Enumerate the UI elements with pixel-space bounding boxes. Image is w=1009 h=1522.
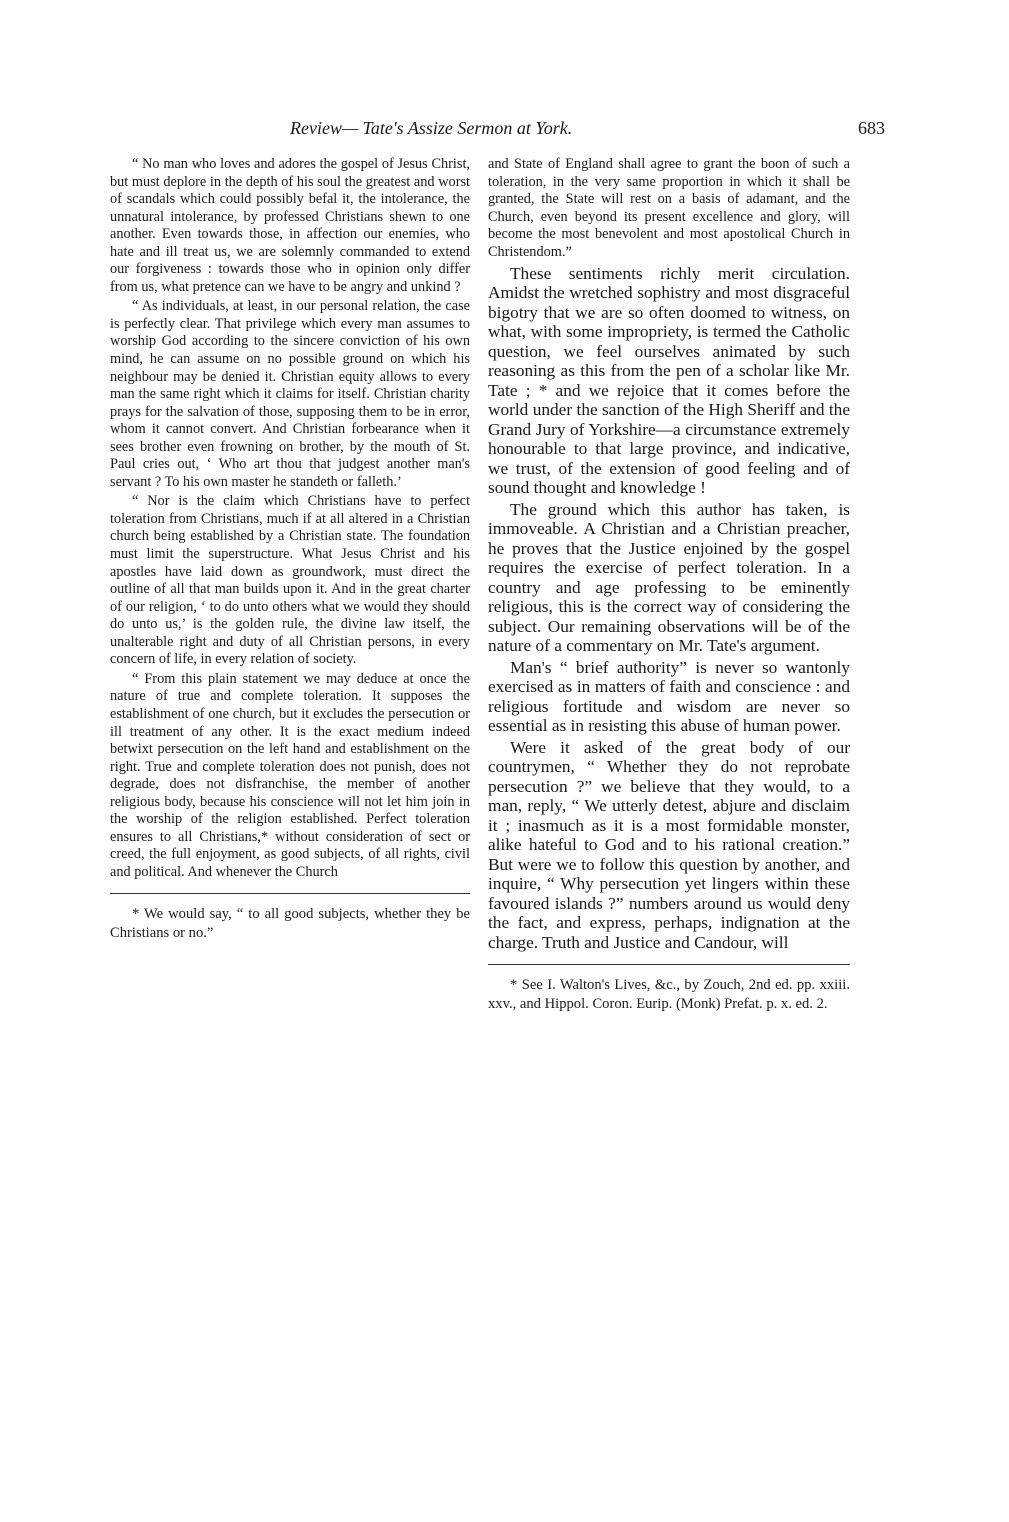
right-paragraph-2: The ground which this author has taken, is immoveable. A Christian and a Christian preacher, he proves that the Justice enjoined by the gospel requires the exercise of perfect toleration. In a country and age professing to be eminently religious, this is the correct way of considering the subject. Our remaining observations will be of the nature of a commentary on Mr. Tate's argument.: [488, 499, 850, 656]
right-footnote: [488, 976, 850, 1014]
left-paragraph-4: “ From this plain statement we may deduce at once the nature of true and complete toleration. It supposes the establishment of one church, but it excludes the persecution or ill treatment of any other. It is the exact medium indeed betwixt persecution on the left hand and establishment on the right. True and complete toleration does not punish, does not degrade, does not disfranchise, the member of another religious body, because his conscience will not let him join in the worship of the religion established. Perfect toleration ensures to all Christians,* without consideration of sect or creed, the full enjoyment, as good subjects, of all rights, civil and political. And whenever the Church: [110, 670, 470, 880]
right-paragraph-4: Were it asked of the great body of our countrymen, “ Whether they do not reprobate persecution ?” we believe that they would, to a man, reply, “ We utterly detest, abjure and disclaim it ; inasmuch as it is a most formidable monster, alike hateful to God and to his rational creation.” But were we to follow this question by another, and inquire, “ Why persecution yet lingers within these favoured islands ?” numbers around us would deny the fact, and express, perhaps, indignation at the charge. Truth and Justice and Candour, will: [488, 737, 850, 952]
right-column: [488, 156, 850, 952]
left-paragraph-3: “ Nor is the claim which Christians have to perfect toleration from Christians, much if at all altered in a Christian church being established by a Christian state. The foundation must limit the superstructure. What Jesus Christ and his apostles have laid down as groundwork, must direct the outline of all that man builds upon it. And in the great charter of our religion, ‘ to do unto others what we would they should do unto us,’ is the golden rule, the divine law itself, the unalterable right and duty of all Christian persons, in every concern of life, in every relation of society.: [110, 493, 470, 668]
right-footnote-rule: [488, 964, 850, 965]
right-footnote-text: * See I. Walton's Lives, &c., by Zouch, 2nd ed. pp. xxiii. xxv., and Hippol. Coron. Eurip. (Monk) Prefat. p. x. ed. 2.: [488, 977, 850, 1012]
left-column: [110, 156, 470, 881]
left-footnote: [110, 905, 470, 943]
running-title: Review— Tate's Assize Sermon at York.: [290, 118, 573, 138]
left-paragraph-1: “ No man who loves and adores the gospel of Jesus Christ, but must deplore in the depth of his soul the greatest and worst of scandals which could possibly befal it, the intolerance, the unnatural intolerance, by professed Christians shewn to one another. Even towards those, in affection our enemies, who hate and ill treat us, we are solemnly commanded to extend our forgiveness : towards those who in opinion only differ from us, what pretence can we have to be angry and unkind ?: [110, 156, 470, 295]
right-paragraph-3: Man's “ brief authority” is never so wantonly exercised as in matters of faith and conscience : and religious fortitude and wisdom are never so essential as in resisting this abuse of human power.: [488, 657, 850, 736]
right-continued-quote: and State of England shall agree to grant the boon of such a toleration, in the very same proportion in which it shall be granted, the State will rest on a basis of adamant, and the Church, even beyond its present excellence and glory, will become the most benevolent and most apostolical Church in Christendom.”: [488, 156, 850, 260]
right-paragraph-1: These sentiments richly merit circulation. Amidst the wretched sophistry and most disgraceful bigotry that we are so often doomed to witness, on what, with some impropriety, is termed the Catholic question, we feel ourselves animated by such reasoning as this from the pen of a scholar like Mr. Tate ; * and we rejoice that it comes before the world under the sanction of the High Sheriff and the Grand Jury of Yorkshire—a circumstance extremely honourable to that large province, and indicative, we trust, of the extension of good feeling and of sound thought and knowledge !: [488, 263, 850, 498]
page-number: 683: [858, 118, 885, 138]
left-footnote-text: * We would say, “ to all good subjects, whether they be Christians or no.”: [110, 906, 470, 941]
left-footnote-rule: [110, 893, 470, 894]
page-header: [230, 118, 885, 146]
left-paragraph-2: “ As individuals, at least, in our personal relation, the case is perfectly clear. That privilege which every man assumes to worship God according to the sincere conviction of his own mind, he can assume on no possible ground on which his neighbour may be denied it. Christian equity allows to every man the same right which it claims for itself. Christian charity prays for the salvation of those, supposing them to be in error, whom it cannot convert. And Christian forbearance when it sees brother even frowning on brother, by the mouth of St. Paul cries out, ‘ Who art thou that judgest another man's servant ? To his own master he standeth or falleth.’: [110, 298, 470, 490]
